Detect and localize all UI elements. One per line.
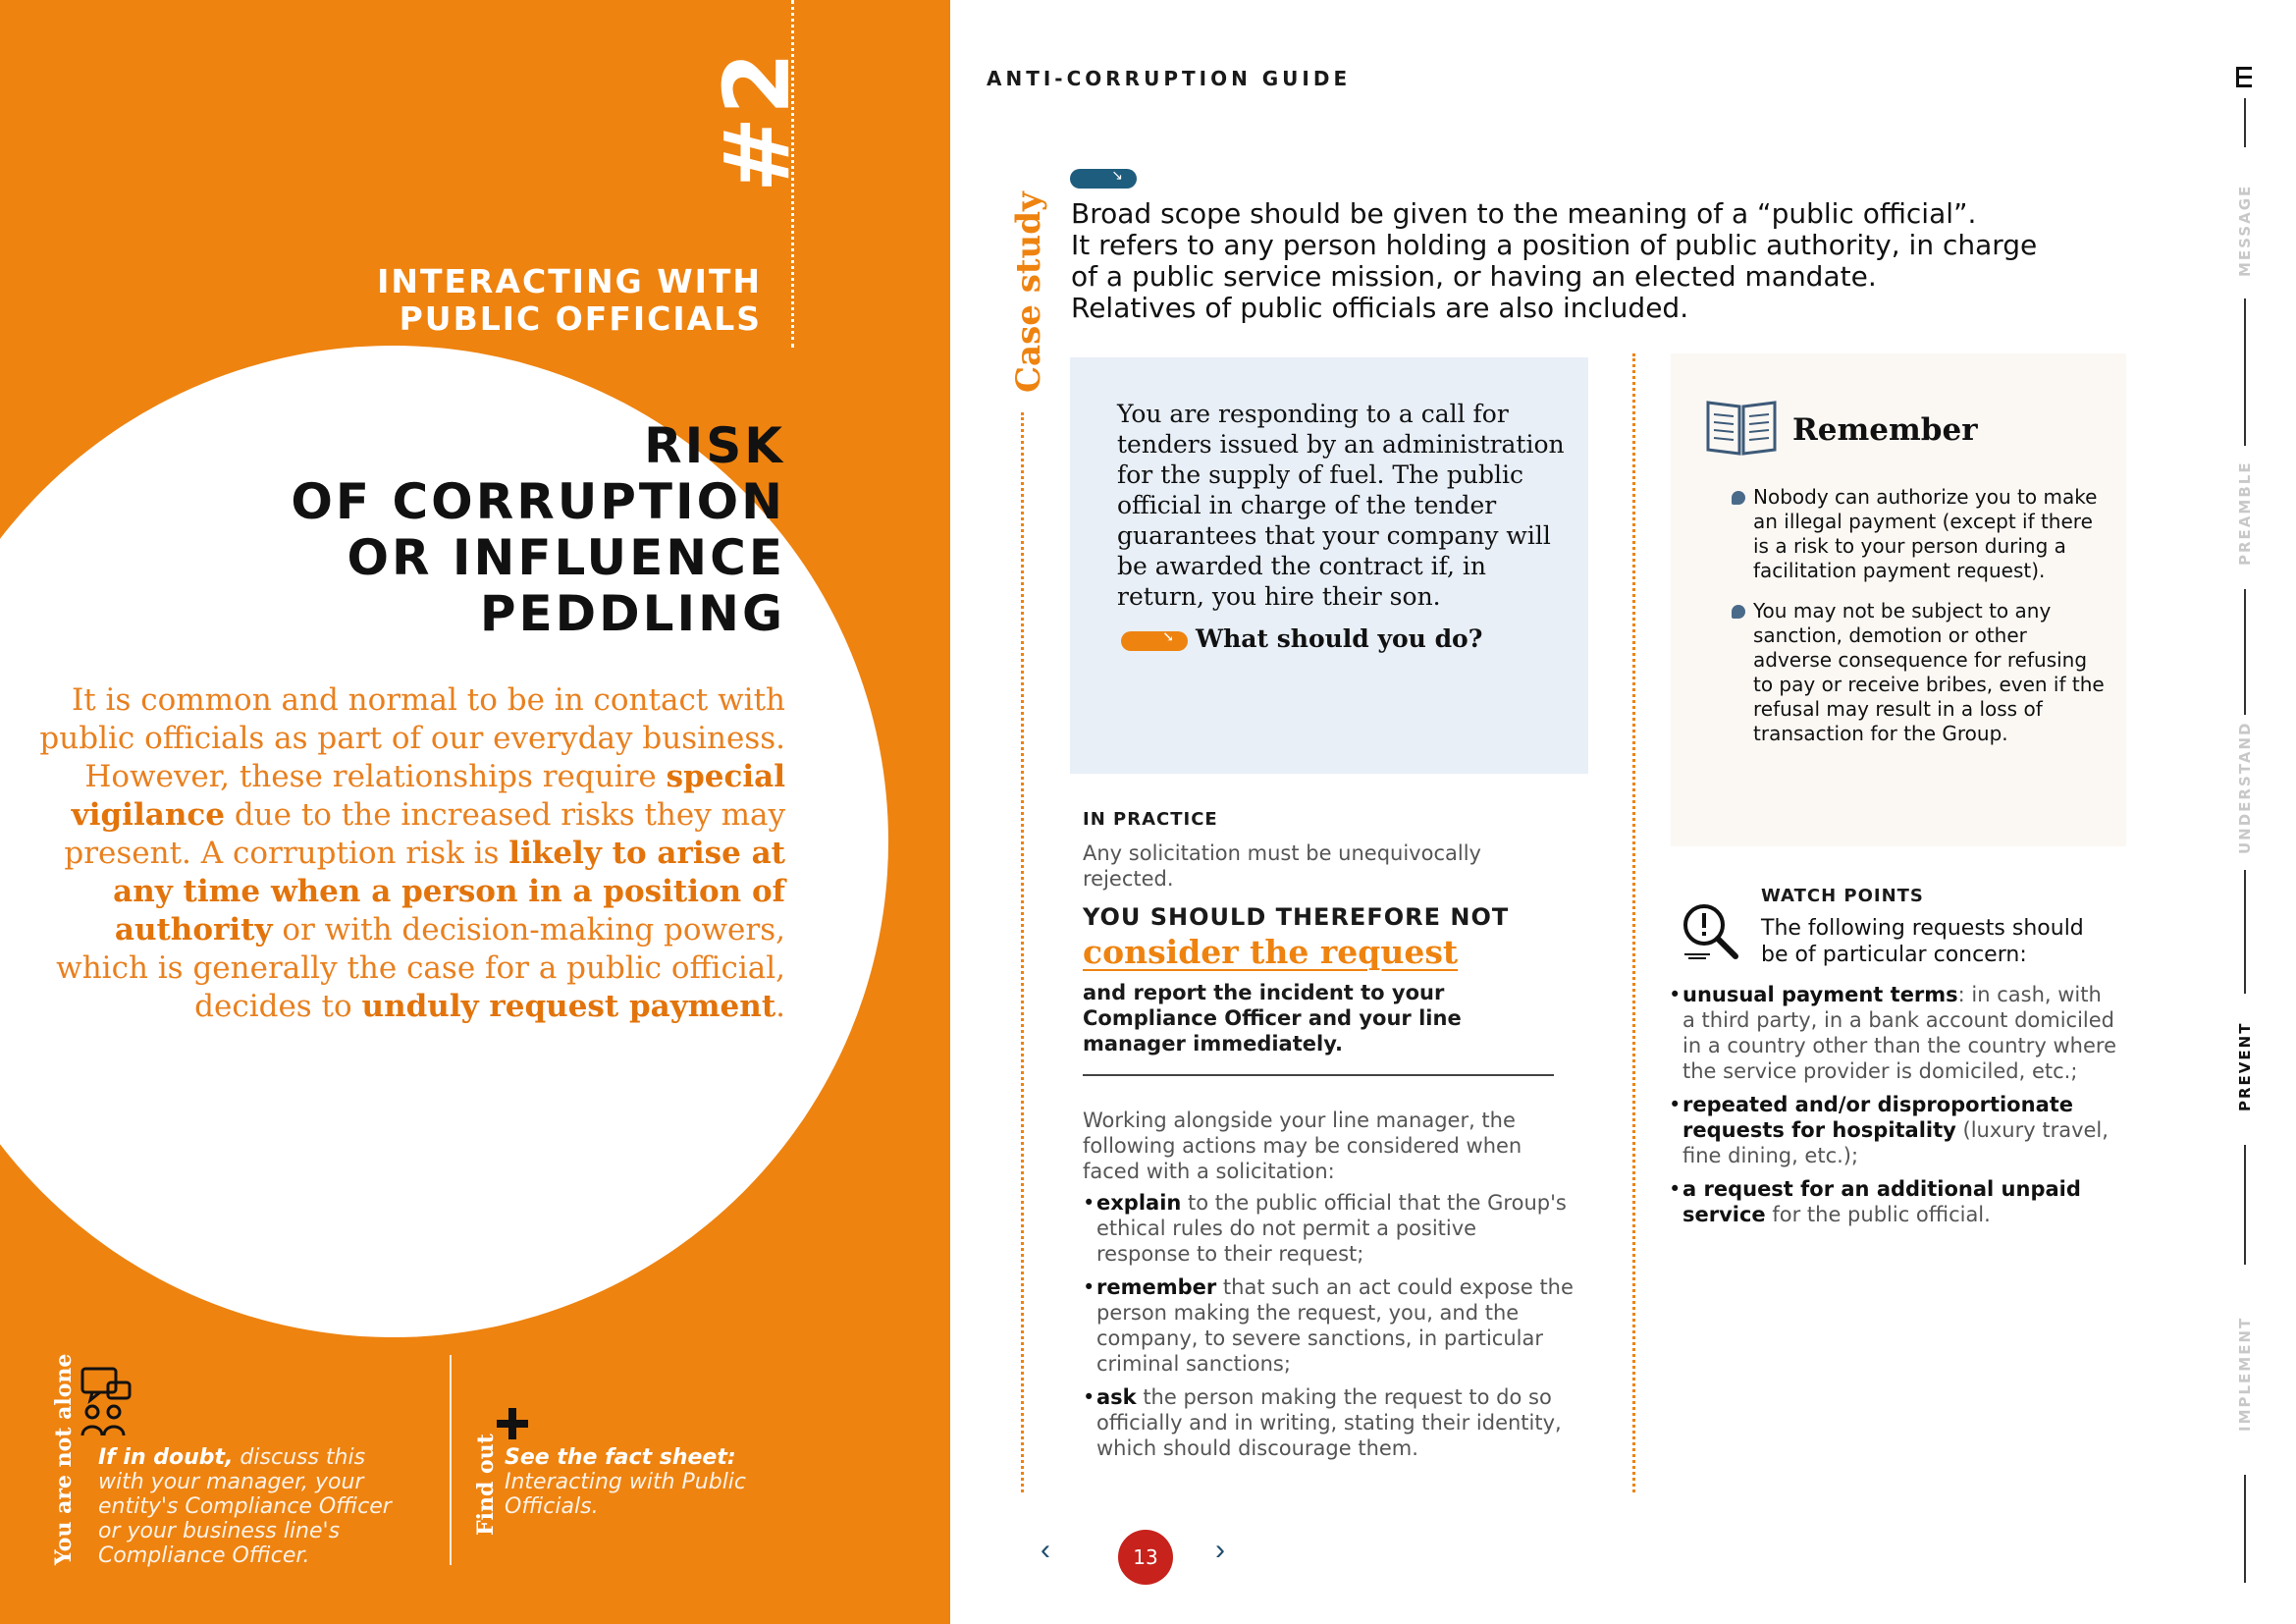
watch-keyword: repeated and/or disproportionate requests for hospitality xyxy=(1682,1093,2074,1142)
nav-rail-segment xyxy=(2244,589,2246,715)
definition-line: Relatives of public officials are also included. xyxy=(1071,292,1689,324)
nav-item-preamble[interactable]: PREAMBLE xyxy=(2236,460,2254,566)
actions-list xyxy=(1083,1190,1574,1469)
watch-points-title: WATCH POINTS xyxy=(1761,886,1924,906)
watch-keyword: a request for an additional unpaid service xyxy=(1682,1177,2081,1226)
watch-points-list xyxy=(1669,982,2120,1235)
risk-heading-line: OR INFLUENCE xyxy=(347,529,785,586)
intro-text: . xyxy=(775,989,785,1024)
remember-list xyxy=(1732,485,2105,762)
case-question xyxy=(1121,624,1482,653)
working-text: Working alongside your line manager, the following actions may be considered when faced with a solicitation: xyxy=(1083,1109,1522,1183)
intro-text: due to the increased risks they may present. A corruption risk is xyxy=(64,797,785,871)
risk-heading-line: PEDDLING xyxy=(479,585,785,642)
arrow-pill-icon: ↘ xyxy=(1121,631,1188,651)
intro-emphasis: special vigilance xyxy=(71,759,785,833)
case-study-text: You are responding to a call for tenders issued by an administration for the supply of fuel. The public official in charge of the tender guarantees that your company will be awarded the contract if, in return, you hire their son. xyxy=(1117,400,1565,611)
find-out-lead: See the fact sheet: xyxy=(505,1445,736,1470)
chevron-right-icon[interactable]: › xyxy=(1215,1534,1225,1566)
list-item xyxy=(1083,1190,1574,1267)
practice-divider xyxy=(1083,1074,1554,1076)
risk-heading xyxy=(291,418,785,642)
guide-header: ANTI-CORRUPTION GUIDE xyxy=(987,67,1352,90)
magnifier-alert-icon xyxy=(1681,901,1739,960)
definition-line: Broad scope should be given to the meaning of a “public official”. xyxy=(1071,197,1977,230)
list-item xyxy=(1669,1176,2120,1227)
watch-keyword: unusual payment terms xyxy=(1682,983,1958,1006)
list-item: Nobody can authorize you to make an illegal payment (except if there is a risk to your person during a facilitation payment request). xyxy=(1732,485,2105,583)
arrow-pill-icon: ↘ xyxy=(1070,169,1137,189)
intro-emphasis: unduly request payment xyxy=(361,989,776,1024)
find-out-note xyxy=(505,1445,760,1519)
nav-rail-segment xyxy=(2244,98,2246,147)
should-not-heading: YOU SHOULD THEREFORE NOT xyxy=(1083,903,1510,931)
list-item xyxy=(1083,1274,1574,1377)
not-alone-label: You are not alone xyxy=(51,1353,77,1565)
section-number: #2 xyxy=(705,49,810,192)
dotted-divider-case xyxy=(1021,412,1024,1492)
nav-item-implement[interactable]: IMPLEMENT xyxy=(2236,1316,2254,1432)
list-item xyxy=(1083,1384,1574,1461)
nav-rail-segment xyxy=(2244,870,2246,994)
action-keyword: explain xyxy=(1096,1191,1182,1215)
remember-title: Remember xyxy=(1792,412,1978,448)
solicitation-text: Any solicitation must be unequivocally rejected. xyxy=(1083,841,1481,891)
menu-icon[interactable] xyxy=(2236,67,2254,88)
intro-text: or with decision-making powers, which is generally the case for a public official, decides to xyxy=(56,912,785,1024)
action-text: the person making the request to do so officially and in writing, stating their identity, which should discourage them. xyxy=(1096,1385,1562,1460)
nav-item-message[interactable]: MESSAGE xyxy=(2236,184,2254,277)
chevron-left-icon[interactable]: ‹ xyxy=(1041,1534,1050,1566)
fact-sheet-link[interactable]: Interacting with Public Officials. xyxy=(505,1470,747,1519)
section-title-line: INTERACTING WITH xyxy=(377,262,762,300)
section-title-line: PUBLIC OFFICIALS xyxy=(399,299,762,338)
public-official-definition xyxy=(1071,198,2053,324)
plus-icon xyxy=(495,1406,530,1441)
report-text: and report the incident to your Compliance Officer and your line manager immediately. xyxy=(1083,981,1462,1056)
not-alone-note xyxy=(98,1445,412,1568)
action-keyword: remember xyxy=(1096,1275,1217,1299)
section-title xyxy=(377,263,762,338)
nav-item-prevent[interactable]: PREVENT xyxy=(2236,1021,2254,1111)
intro-emphasis: likely to arise at any time when a person in a position of authority xyxy=(113,836,785,947)
list-item xyxy=(1669,1092,2120,1168)
action-text: that such an act could expose the person making the request, you, and the company, to severe sanctions, in particular criminal sanctions; xyxy=(1096,1275,1574,1376)
pagination xyxy=(1036,1528,1242,1587)
in-practice-title: IN PRACTICE xyxy=(1083,809,1218,830)
watch-text: (luxury travel, fine dining, etc.); xyxy=(1682,1118,2109,1167)
watch-text: : in cash, with a third party, in a bank account domiciled in a country other than the country where the service provider is domiciled, etc.; xyxy=(1682,983,2116,1083)
people-chat-icon xyxy=(79,1367,133,1439)
action-text: to the public official that the Group's ethical rules do not permit a positive response to their request; xyxy=(1096,1191,1567,1266)
list-item: You may not be subject to any sanction, demotion or other adverse consequence for refusing to pay or receive bribes, even if the refusal may result in a loss of transaction for the Group. xyxy=(1732,599,2105,746)
intro-paragraph xyxy=(39,681,785,1026)
definition-line: of a public service mission, or having an elected mandate. xyxy=(1071,260,1877,293)
watch-points-intro: The following requests should be of particular concern: xyxy=(1761,916,2084,967)
risk-heading-line: OF CORRUPTION xyxy=(291,473,785,530)
not-alone-lead: If in doubt, xyxy=(98,1445,234,1470)
dotted-divider-middle xyxy=(1632,353,1635,1492)
case-study-label: Case study xyxy=(1009,191,1048,393)
action-keyword: ask xyxy=(1096,1385,1137,1409)
notes-divider xyxy=(450,1355,452,1565)
left-page xyxy=(0,0,950,1624)
nav-item-understand[interactable]: UNDERSTAND xyxy=(2236,721,2254,854)
list-item xyxy=(1669,982,2120,1084)
consider-request-text: consider the request xyxy=(1083,933,1459,971)
nav-rail-segment xyxy=(2244,298,2246,446)
watch-text: for the public official. xyxy=(1765,1203,1991,1226)
intro-text: It is common and normal to be in contact with public officials as part of our everyday business. However, these relationships require xyxy=(39,682,785,794)
page-number: 13 xyxy=(1118,1530,1173,1585)
case-question-text: What should you do? xyxy=(1196,624,1483,653)
nav-rail-segment xyxy=(2244,1145,2246,1265)
risk-heading-line: RISK xyxy=(644,417,785,474)
find-out-label: Find out xyxy=(473,1434,499,1536)
definition-line: It refers to any person holding a position of public authority, in charge xyxy=(1071,229,2038,261)
not-alone-text: discuss this with your manager, your entity's Compliance Officer or your business line's Compliance Officer. xyxy=(98,1445,392,1568)
book-icon xyxy=(1704,397,1779,460)
nav-rail-segment xyxy=(2244,1475,2246,1583)
